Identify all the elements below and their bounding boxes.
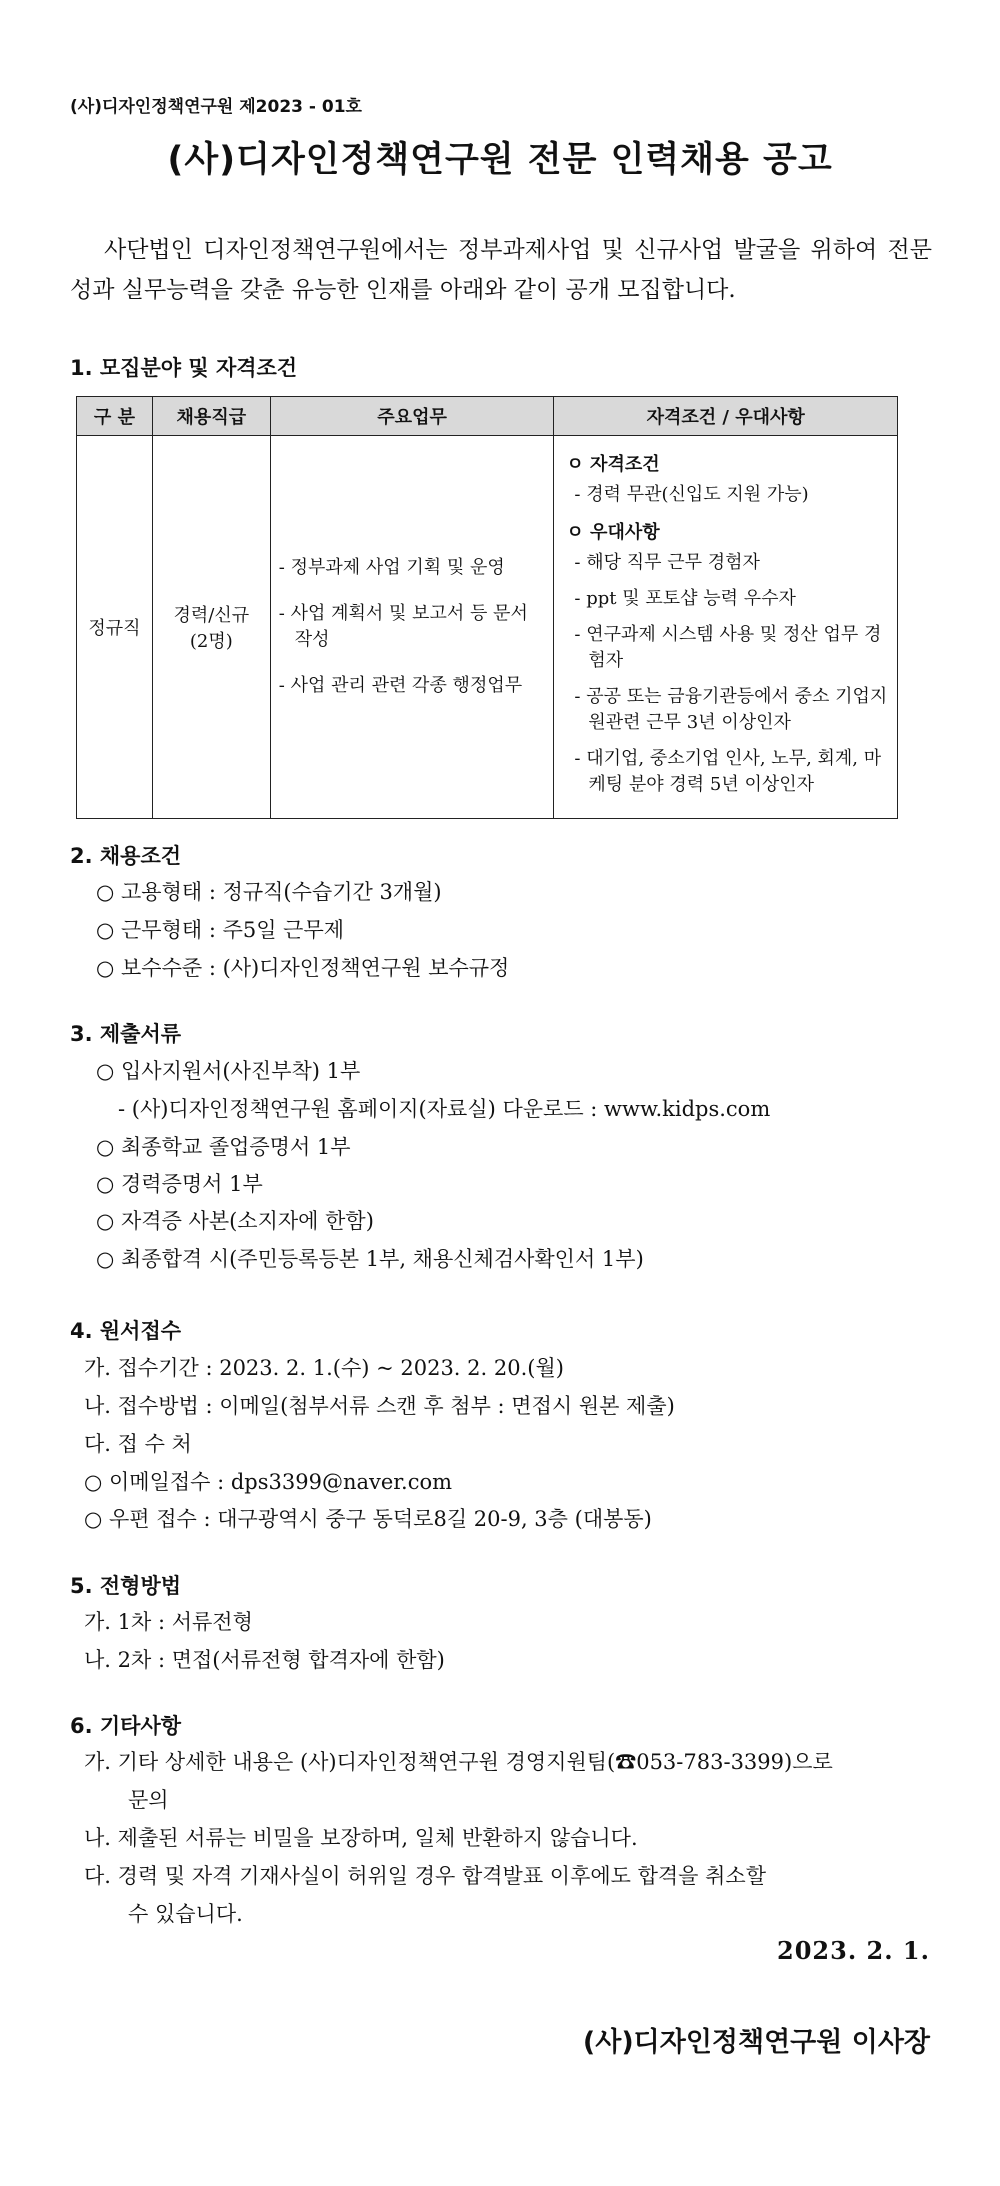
document-item: ○ 자격증 사본(소지자에 한함) <box>96 1209 374 1233</box>
duty-item: - 정부과제 사업 기획 및 운영 <box>278 557 505 578</box>
selection-step: 나. 2차 : 면접(서류전형 합격자에 한함) <box>84 1648 445 1672</box>
preference-item: - 해당 직무 근무 경험자 <box>574 552 760 573</box>
misc-item: 나. 제출된 서류는 비밀을 보장하며, 일체 반환하지 않습니다. <box>84 1826 638 1850</box>
recruitment-table <box>76 396 898 819</box>
cell-position <box>152 436 270 819</box>
position-count: (2명) <box>189 631 233 652</box>
misc-item-continued: 수 있습니다. <box>128 1902 243 1926</box>
page-title: (사)디자인정책연구원 전문 인력채용 공고 <box>167 140 833 180</box>
section-2-heading: 2. 채용조건 <box>70 844 182 868</box>
misc-item: 다. 경력 및 자격 기재사실이 허위일 경우 합격발표 이후에도 합격을 취소할 <box>84 1864 767 1888</box>
application-item: 가. 접수기간 : 2023. 2. 1.(수) ~ 2023. 2. 20.(월) <box>84 1356 564 1380</box>
signature-line: (사)디자인정책연구원 이사장 <box>582 2027 930 2058</box>
table-row <box>77 436 898 819</box>
header-category: 구 분 <box>77 397 153 436</box>
document-item: ○ 입사지원서(사진부착) 1부 <box>96 1059 361 1083</box>
table-header-row <box>77 397 898 436</box>
header-position: 채용직급 <box>152 397 270 436</box>
intro-paragraph <box>70 230 932 310</box>
email-submission: ○ 이메일접수 : dps3399@naver.com <box>84 1470 453 1494</box>
mail-submission: ○ 우편 접수 : 대구광역시 중구 동덕로8길 20-9, 3층 (대봉동) <box>84 1507 652 1531</box>
preference-item: - ppt 및 포토샵 능력 우수자 <box>574 588 796 609</box>
cell-qualifications <box>554 436 898 819</box>
document-item: ○ 경력증명서 1부 <box>96 1172 263 1196</box>
employment-condition-item: ○ 근무형태 : 주5일 근무제 <box>96 918 345 942</box>
cell-employment-type: 정규직 <box>77 436 153 819</box>
preference-item: - 공공 또는 금융기관등에서 중소 기업지원관련 근무 3년 이상인자 <box>574 686 888 733</box>
application-item: 나. 접수방법 : 이메일(첨부서류 스캔 후 첨부 : 면접시 원본 제출) <box>84 1394 675 1418</box>
preference-item: - 대기업, 중소기업 인사, 노무, 회계, 마케팅 분야 경력 5년 이상인자 <box>574 748 882 795</box>
employment-condition-item: ○ 고용형태 : 정규직(수습기간 3개월) <box>96 880 442 904</box>
qualification-heading: ㅇ 자격조건 <box>566 454 660 475</box>
header-qualifications: 자격조건 / 우대사항 <box>554 397 898 436</box>
misc-item-continued: 문의 <box>128 1788 169 1812</box>
section-1-heading: 1. 모집분야 및 자격조건 <box>70 356 298 380</box>
duty-item: - 사업 관리 관련 각종 행정업무 <box>278 675 523 696</box>
position-text: 경력/신규 <box>173 605 250 626</box>
header-duties: 주요업무 <box>270 397 554 436</box>
section-5-heading: 5. 전형방법 <box>70 1574 182 1598</box>
document-number: (사)디자인정책연구원 제2023 - 01호 <box>70 97 362 117</box>
cell-duties <box>270 436 554 819</box>
preference-heading: ㅇ 우대사항 <box>566 522 660 543</box>
duty-item: - 사업 계획서 및 보고서 등 문서 작성 <box>278 603 528 650</box>
application-item: 다. 접 수 처 <box>84 1432 192 1456</box>
download-note: - (사)디자인정책연구원 홈페이지(자료실) 다운로드 : www.kidps.com <box>118 1097 771 1121</box>
section-6-heading: 6. 기타사항 <box>70 1714 182 1738</box>
section-3-heading: 3. 제출서류 <box>70 1022 182 1046</box>
issue-date: 2023. 2. 1. <box>777 1936 930 1965</box>
misc-item: 가. 기타 상세한 내용은 (사)디자인정책연구원 경영지원팀(☎053-783-3399)으로 <box>84 1750 833 1774</box>
document-item: ○ 최종합격 시(주민등록등본 1부, 채용신체검사확인서 1부) <box>96 1247 644 1271</box>
qualification-item: - 경력 무관(신입도 지원 가능) <box>574 484 809 505</box>
document-item: ○ 최종학교 졸업증명서 1부 <box>96 1135 351 1159</box>
intro-text: 사단법인 디자인정책연구원에서는 정부과제사업 및 신규사업 발굴을 위하여 전문성과 실무능력을 갖춘 유능한 인재를 아래와 같이 공개 모집합니다. <box>70 237 932 303</box>
preference-item: - 연구과제 시스템 사용 및 정산 업무 경험자 <box>574 624 882 671</box>
selection-step: 가. 1차 : 서류전형 <box>84 1610 253 1634</box>
section-4-heading: 4. 원서접수 <box>70 1319 182 1343</box>
employment-condition-item: ○ 보수수준 : (사)디자인정책연구원 보수규정 <box>96 956 510 980</box>
